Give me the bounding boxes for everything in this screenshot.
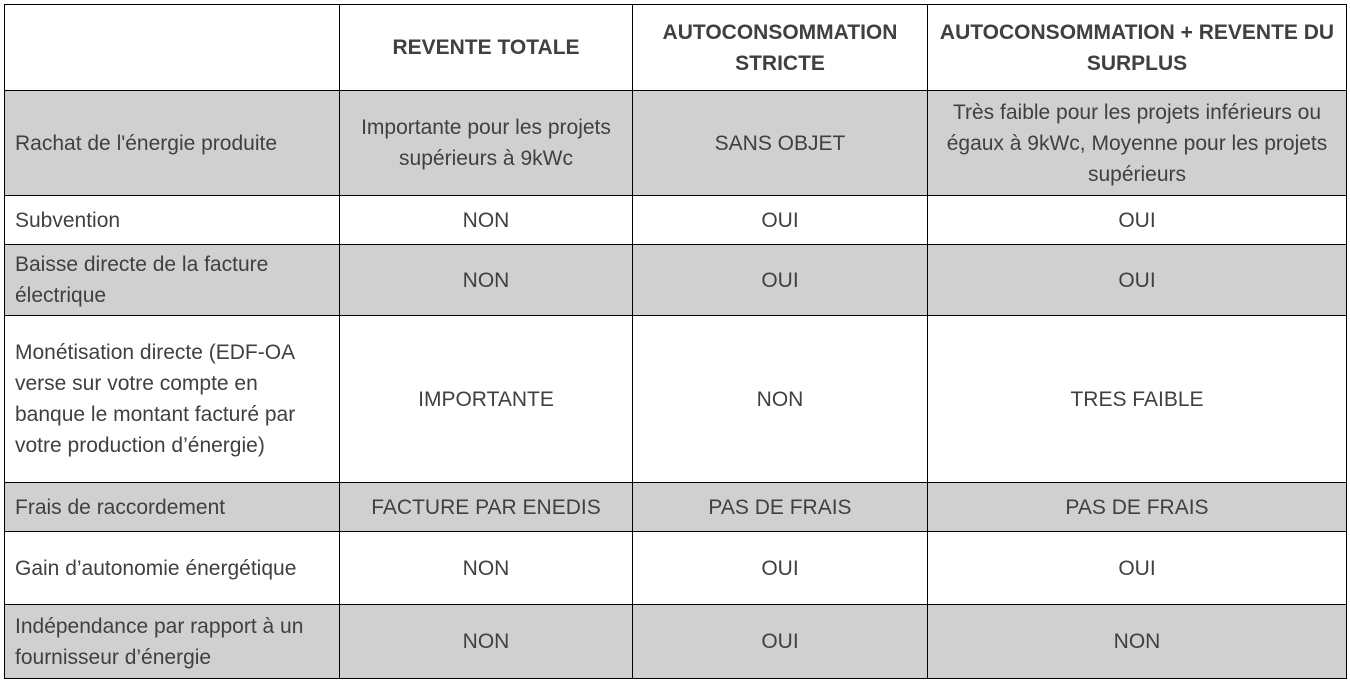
cell-value: NON xyxy=(340,245,633,316)
table-row xyxy=(5,483,1347,532)
cell-value: NON xyxy=(340,605,633,679)
cell-value: OUI xyxy=(633,196,928,245)
row-label: Indépendance par rapport à un fournisseur d’énergie xyxy=(5,605,340,679)
table-row xyxy=(5,196,1347,245)
cell-value: NON xyxy=(633,316,928,483)
cell-value: PAS DE FRAIS xyxy=(928,483,1347,532)
cell-value: NON xyxy=(340,196,633,245)
row-label: Baisse directe de la facture électrique xyxy=(5,245,340,316)
cell-value: Très faible pour les projets inférieurs ou égaux à 9kWc, Moyenne pour les projets supérieurs xyxy=(928,91,1347,196)
table-row xyxy=(5,91,1347,196)
table-row xyxy=(5,245,1347,316)
cell-value: OUI xyxy=(633,605,928,679)
row-label: Gain d’autonomie énergétique xyxy=(5,532,340,605)
cell-value: TRES FAIBLE xyxy=(928,316,1347,483)
comparison-table xyxy=(4,4,1347,679)
header-revente-totale: REVENTE TOTALE xyxy=(340,5,633,91)
cell-value: OUI xyxy=(633,245,928,316)
cell-value: SANS OBJET xyxy=(633,91,928,196)
cell-value: IMPORTANTE xyxy=(340,316,633,483)
cell-value: OUI xyxy=(928,532,1347,605)
row-label: Monétisation directe (EDF-OA verse sur votre compte en banque le montant facturé par votre production d’énergie) xyxy=(5,316,340,483)
cell-value: NON xyxy=(340,532,633,605)
row-label: Rachat de l'énergie produite xyxy=(5,91,340,196)
cell-value: PAS DE FRAIS xyxy=(633,483,928,532)
header-cell-empty xyxy=(5,5,340,91)
header-row xyxy=(5,5,1347,91)
table-row xyxy=(5,532,1347,605)
header-autoconsommation-revente-surplus: AUTOCONSOMMATION + REVENTE DU SURPLUS xyxy=(928,5,1347,91)
table-row xyxy=(5,605,1347,679)
cell-value: OUI xyxy=(928,245,1347,316)
cell-value: NON xyxy=(928,605,1347,679)
cell-value: FACTURE PAR ENEDIS xyxy=(340,483,633,532)
cell-value: Importante pour les projets supérieurs à 9kWc xyxy=(340,91,633,196)
header-autoconsommation-stricte: AUTOCONSOMMATION STRICTE xyxy=(633,5,928,91)
cell-value: OUI xyxy=(633,532,928,605)
cell-value: OUI xyxy=(928,196,1347,245)
row-label: Frais de raccordement xyxy=(5,483,340,532)
table-row xyxy=(5,316,1347,483)
row-label: Subvention xyxy=(5,196,340,245)
